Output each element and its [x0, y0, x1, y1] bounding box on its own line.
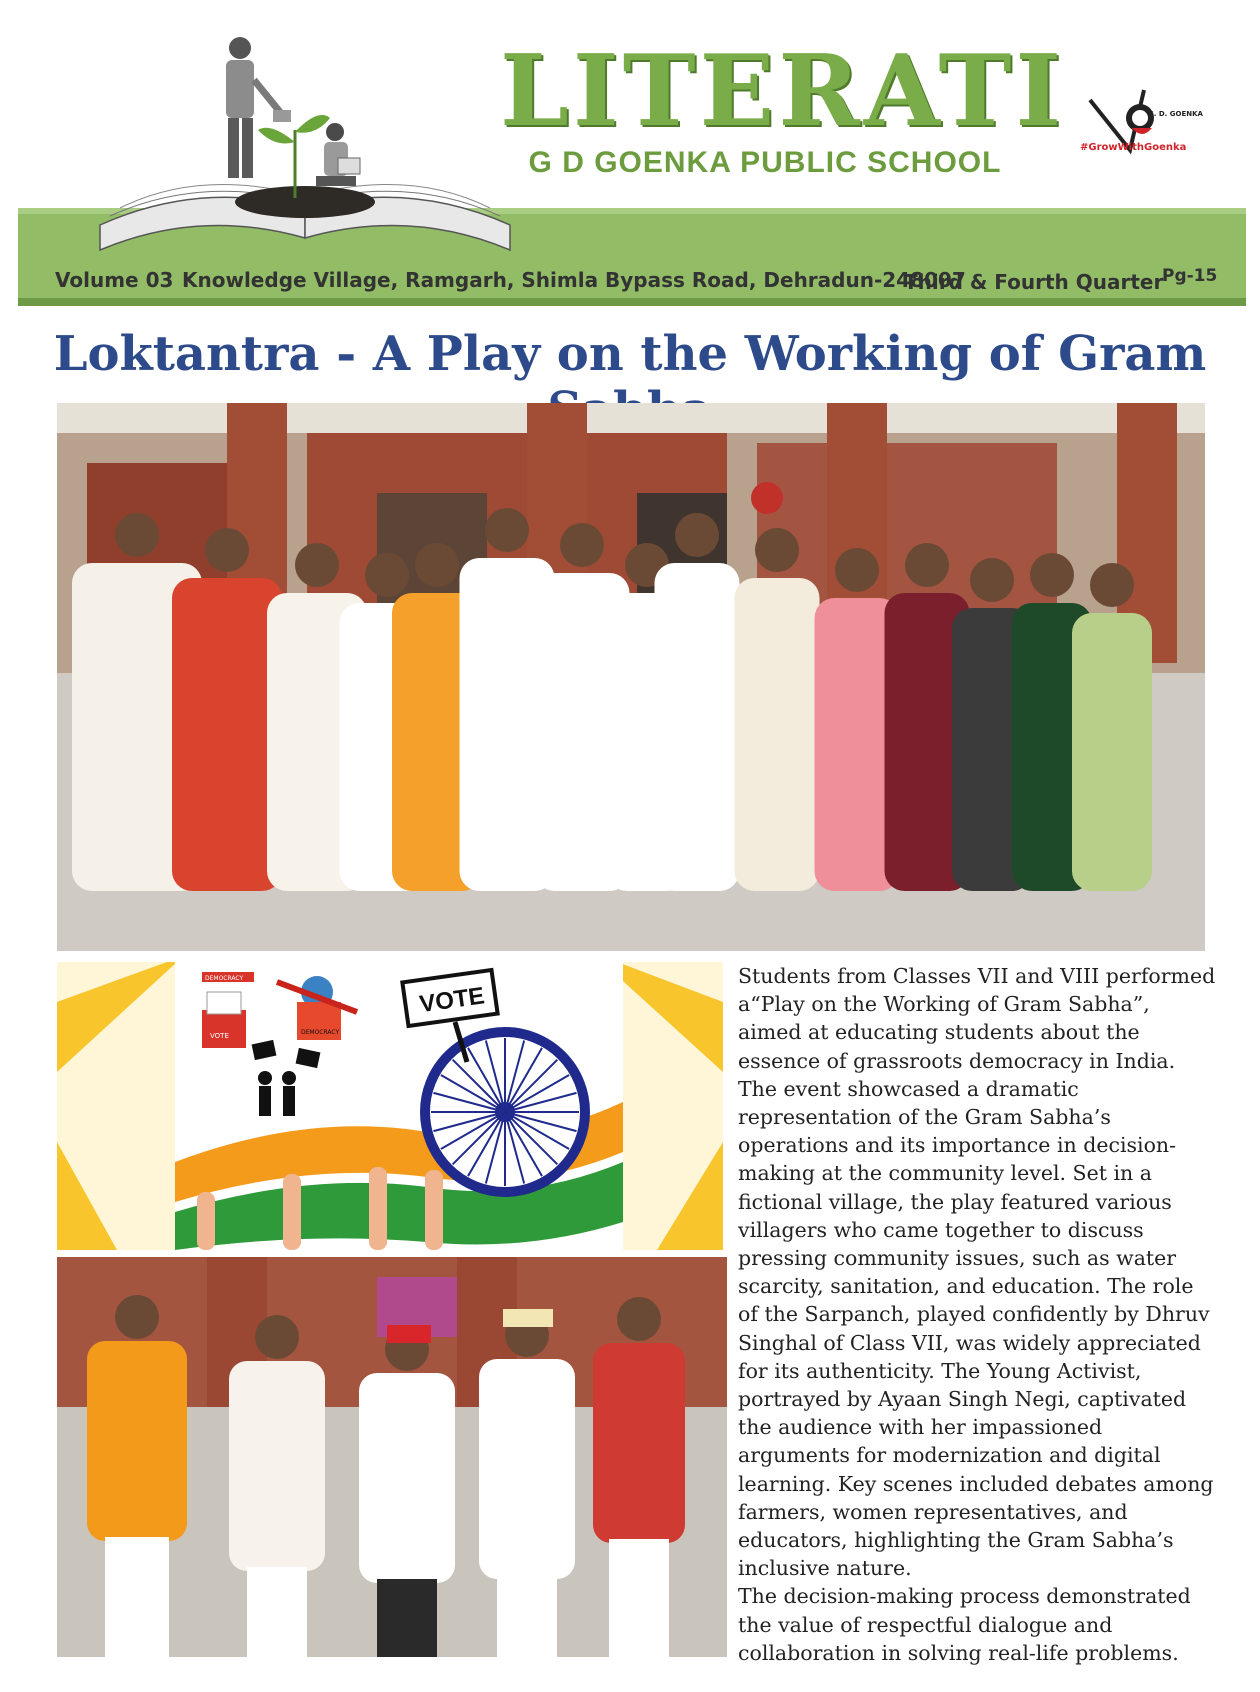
issue-quarter: Third & Fourth Quarter [904, 270, 1164, 294]
article-paragraph: Students from Classes VII and VIII performed a“Play on the Working of Gram Sabha”, aimed at educating students about the essence of grassroots democracy in India. The event showcased a dramatic representation of the Gram Sabha’s operations and its importance in decision-making at the community level. Set in a fictional village, the play featured various villagers who came together to discuss pressing community issues, such as water scarcity, sanitation, and education. The role of the Sarpanch, played confidently by Dhruv Singhal of Class VII, was widely appreciated for its authenticity. The Young Activist, portrayed by Ayaan Singh Negi, captivated the audience with her impassioned arguments for modernization and digital learning. Key scenes included debates among farmers, women representatives, and educators, highlighting the Gram Sabha’s inclusive nature. [738, 964, 1216, 1581]
group-photo-play-cast [57, 403, 1205, 951]
book-sapling-illustration [90, 30, 530, 260]
school-logo [1082, 80, 1192, 170]
logo-name: G. D. GOENKA [1148, 110, 1203, 118]
school-address: Knowledge Village, Ramgarh, Shimla Bypass Road, Dehradun-248007 [182, 268, 966, 292]
article-body [738, 962, 1218, 1667]
ballot-box-label: VOTE [210, 1032, 229, 1040]
democracy-illustration [57, 962, 723, 1250]
photo-lead-actors [57, 1257, 727, 1657]
logo-tagline: #GrowWithGoenka [1080, 142, 1187, 153]
democracy-tag-text: DEMOCRACY [205, 975, 244, 982]
newsletter-title: LITERATI [500, 34, 1066, 149]
volume-number: Volume 03 [55, 268, 174, 292]
article-paragraph: The decision-making process demonstrated the value of respectful dialogue and collaboration in solving real-life problems. [738, 1584, 1191, 1665]
masthead-band-shadow [18, 298, 1246, 306]
article-headline: Loktantra - A Play on the Working of Gram [53, 326, 1207, 382]
page-number: Pg-15 [1162, 266, 1218, 286]
globe-box-label: DEMOCRACY [301, 1029, 340, 1036]
vote-sign-text: VOTE [417, 982, 487, 1019]
school-name: G D GOENKA PUBLIC SCHOOL [528, 146, 1002, 179]
